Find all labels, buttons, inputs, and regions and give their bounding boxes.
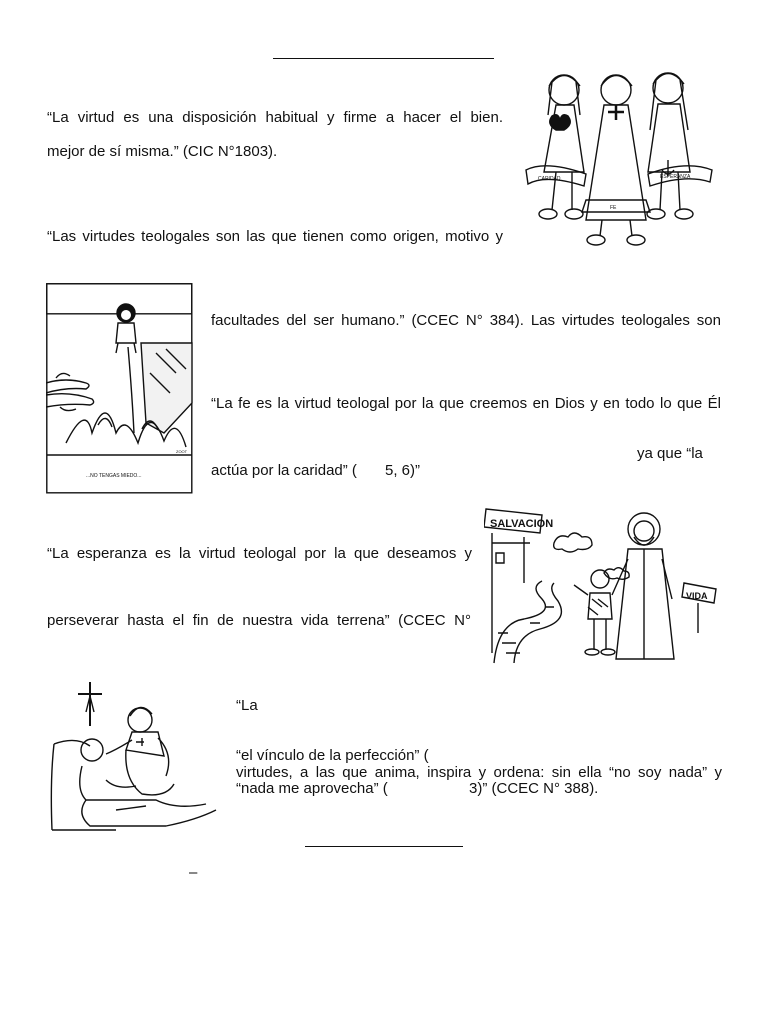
banner-fe: FE xyxy=(610,205,617,211)
faith-definition-line3: actúa por la caridad” ( xyxy=(211,462,357,479)
faith-illustration xyxy=(46,283,193,494)
title-underline xyxy=(273,58,494,59)
virtue-definition-line2: mejor de sí misma.” (CIC N°1803). xyxy=(47,143,278,160)
hope-definition-line1: “La esperanza es la virtud teologal por la que deseamos y xyxy=(47,545,472,562)
faith-caption: ...NO TENGAS MIEDO... xyxy=(86,473,142,479)
faith-definition-line1: “La fe es la virtud teologal por la que creemos en Dios y en todo lo que Él xyxy=(211,395,721,412)
dash-mark: – xyxy=(189,864,198,881)
sign-vida: VIDA xyxy=(686,591,708,601)
charity-definition-line3: virtudes, a las que anima, inspira y ordena: sin ella “no soy nada” y xyxy=(236,764,722,781)
hope-illustration xyxy=(484,503,717,665)
theological-virtues-line1: “Las virtudes teologales son las que tienen como origen, motivo y xyxy=(47,228,503,245)
charity-illustration xyxy=(46,680,224,832)
faith-definition-line3-ref: 5, 6)” xyxy=(385,462,421,479)
virtue-definition-line1: “La virtud es una disposición habitual y firme a hacer el bien. xyxy=(47,109,503,126)
section-underline xyxy=(305,846,463,847)
sign-salvacion: SALVACION xyxy=(490,518,554,530)
hope-definition-line2: perseverar hasta el fin de nuestra vida terrena” (CCEC N° xyxy=(47,612,471,629)
banner-caridad: CARIDAD xyxy=(538,176,561,182)
faith-definition-line2: ya que “la xyxy=(637,445,703,462)
three-girls-illustration xyxy=(516,60,720,250)
charity-definition-line2: “el vínculo de la perfección” ( xyxy=(236,747,429,764)
charity-definition-line4: “nada me aprovecha” ( xyxy=(236,780,388,797)
charity-definition-line1: “La xyxy=(236,697,258,714)
faith-signature: ZOOT xyxy=(176,449,188,454)
banner-esperanza: ESPERANZA xyxy=(660,174,691,180)
charity-definition-line4-ref: 3)” (CCEC N° 388). xyxy=(469,780,599,797)
theological-virtues-line2: facultades del ser humano.” (CCEC N° 384). Las virtudes teologales son xyxy=(211,312,721,329)
